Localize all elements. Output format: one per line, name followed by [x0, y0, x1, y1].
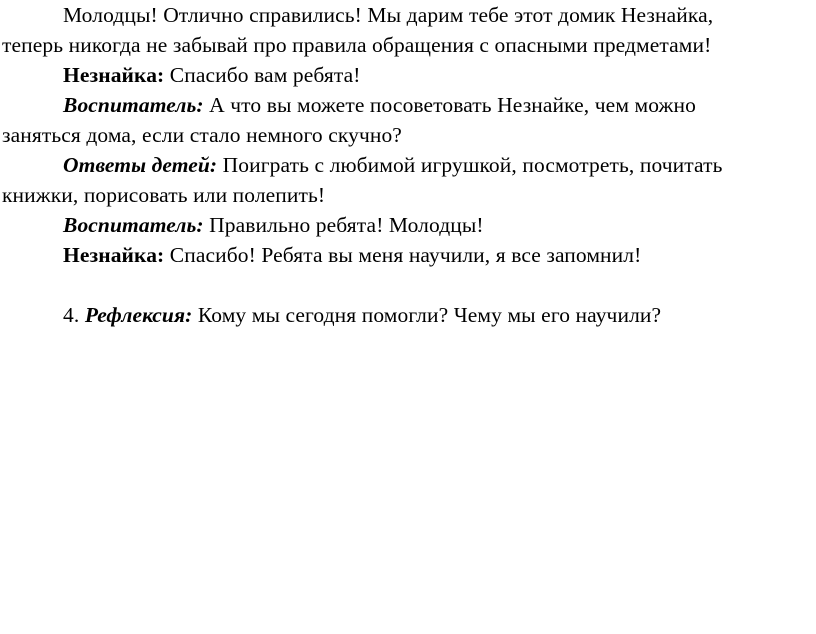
speaker-label: Воспитатель:	[63, 93, 204, 117]
blank-line	[2, 270, 814, 300]
paragraph-line	[2, 0, 814, 30]
dialogue-line	[2, 150, 814, 180]
body-text: Кому мы сегодня помогли? Чему мы его научили?	[192, 303, 662, 327]
body-text: Спасибо! Ребята вы меня научили, я все запомнил!	[164, 243, 642, 267]
dialogue-line	[2, 90, 814, 120]
paragraph-line	[2, 30, 814, 60]
body-text: Молодцы! Отлично справились! Мы дарим тебе этот домик Незнайка,	[63, 3, 714, 27]
body-text: Спасибо вам ребята!	[164, 63, 361, 87]
dialogue-line	[2, 240, 814, 270]
body-text: книжки, порисовать или полепить!	[2, 183, 326, 207]
document-body	[2, 0, 814, 330]
body-text: теперь никогда не забывай про правила обращения с опасными предметами!	[2, 33, 712, 57]
section-number: 4.	[63, 303, 85, 327]
speaker-label: Воспитатель:	[63, 213, 204, 237]
dialogue-line	[2, 210, 814, 240]
body-text: Поиграть с любимой игрушкой, посмотреть, почитать	[217, 153, 723, 177]
speaker-label: Незнайка:	[63, 63, 165, 87]
paragraph-line	[2, 180, 814, 210]
speaker-label: Незнайка:	[63, 243, 165, 267]
speaker-label: Ответы детей:	[63, 153, 218, 177]
paragraph-line	[2, 120, 814, 150]
dialogue-line	[2, 60, 814, 90]
section-heading: Рефлексия:	[84, 303, 193, 327]
section-line	[2, 300, 814, 330]
body-text: заняться дома, если стало немного скучно?	[2, 123, 402, 147]
body-text: Правильно ребята! Молодцы!	[203, 213, 484, 237]
body-text: А что вы можете посоветовать Незнайке, чем можно	[203, 93, 696, 117]
